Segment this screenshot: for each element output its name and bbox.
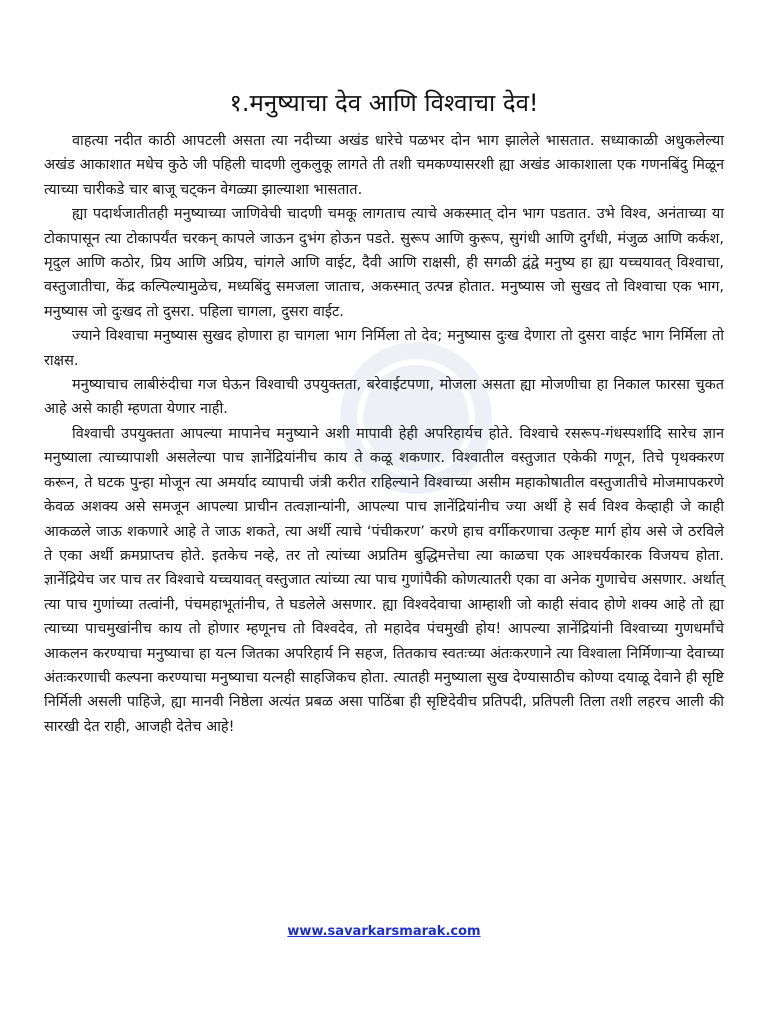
footer bbox=[0, 924, 768, 939]
paragraph: ज्याने विश्वाचा मनुष्यास सुखद होणारा हा चागला भाग निर्मिला तो देव; मनुष्यास दुःख देणारा तो दुसरा वाईट भाग निर्मिला तो राक्षस. bbox=[44, 328, 724, 369]
website-link[interactable]: www.savarkarsmarak.com bbox=[287, 924, 481, 939]
page-title: १.मनुष्याचा देव आणि विश्वाचा देव! bbox=[229, 89, 539, 117]
paragraph: ह्या पदार्थजातीतही मनुष्याच्या जाणिवेची चादणी चमकू लागताच त्याचे अकस्मात् दोन भाग पडतात. उभे विश्व, अनंताच्या या टोकापासून त्या टोकापर्यंत चरकन् कापले जाऊन दुभंग होऊन पडते. सुरूप आणि कुरूप, सुगंधी आणि दुर्गंधी, मंजुळ आणि कर्कश, मृदुल आणि कठोर, प्रिय आणि अप्रिय, चांगले आणि वाईट, दैवी आणि राक्षसी, ही सगळी द्वंद्वे मनुष्य हा ह्या यच्चयावत् विश्वाचा, वस्तुजातीचा, केंद्र कल्पिल्यामुळेच, मध्यबिंदु समजला जाताच, अकस्मात् उत्पन्न होतात. मनुष्यास जो सुखद तो विश्वाचा एक भाग, मनुष्यास जो दुःखद तो दुसरा. पहिला चागला, दुसरा वाईट. bbox=[44, 206, 724, 320]
article-body bbox=[44, 129, 724, 739]
paragraph: मनुष्याचाच लाबीरुंदीचा गज घेऊन विश्वाची उपयुक्तता, बरेवाईटपणा, मोजला असता ह्या मोजणीचा हा निकाल फारसा चुकत आहे असे काही म्हणता येणार नाही. bbox=[44, 377, 724, 418]
paragraph: वाहत्या नदीत काठी आपटली असता त्या नदीच्या अखंड धारेचे पळभर दोन भाग झालेले भासतात. सध्याकाळी अधुकलेल्या अखंड आकाशात मधेच कुठे जी पहिली चादणी लुकलुकू लागते ती तशी चमकण्यासरशी ह्या अखंड आकाशाला एक गणनबिंदु मिळून त्याच्या चारीकडे चार बाजू चट्कन वेगळ्या झाल्याशा भासतात. bbox=[44, 133, 724, 198]
paragraph: विश्वाची उपयुक्तता आपल्या मापानेच मनुष्याने अशी मापावी हेही अपरिहार्यच होते. विश्वाचे रसरूप-गंधस्पर्शादि सारेच ज्ञान मनुष्याला त्याच्यापाशी असलेल्या पाच ज्ञानेंद्रियांनीच काय ते कळू शकणार. विश्वातील वस्तुजात एकेकी गणून, तिचे पृथक्करण करून, ते घटक पुन्हा मोजून त्या अमर्याद व्यापाची जंत्री करीत राहिल्याने विश्वाच्या असीम महाकोषातील वस्तुजातीचे मोजमापकरणे केवळ अशक्य असे समजून आपल्या प्राचीन तत्वज्ञान्यांनी, आपल्या पाच ज्ञानेंद्रियांनीच ज्या अर्थी हे सर्व विश्व केव्हाही जे काही आकळले जाऊ शकणारे आहे ते जाऊ शकते, त्या अर्थी त्याचे ‘पंचीकरण’ करणे हाच वर्गीकरणाचा उत्कृष्ट मार्ग होय असे जे ठरविले ते एका अर्थी क्रमप्राप्तच होते. इतकेच नव्हे, तर तो त्यांच्या अप्रतिम बुद्धिमत्तेचा त्या काळचा एक आश्चर्यकारक विजयच होता. ज्ञानेंद्रियेच जर पाच तर विश्वाचे यच्चयावत् वस्तुजात त्यांच्या त्या पाच गुणांपैकी कोणत्यातरी एका वा अनेक गुणाचेच असणार. अर्थात् त्या पाच गुणांच्या तत्वांनी, पंचमहाभूतांनीच, ते घडलेले असणार. ह्या विश्वदेवाचा आम्हाशी जो काही संवाद होणे शक्य आहे तो ह्या त्याच्या पाचमुखांनीच काय तो होणार म्हणूनच तो विश्वदेव, तो महादेव पंचमुखी होय! आपल्या ज्ञानेंद्रियांनी विश्वाच्या गुणधर्मांचे आकलन करण्याचा मनुष्याचा हा यत्न जितका अपरिहार्य नि सहज, तितकाच स्वतःच्या अंतःकरणाने त्या विश्वाला निर्मिणाऱ्या देवाच्या अंतःकरणाची कल्पना करण्याचा मनुष्याचा यत्नही साहजिकच होता. त्यातही मनुष्याला सुख देण्यासाठीच कोण्या दयाळू देवाने ही सृष्टि निर्मिली असली पाहिजे, ह्या मानवी निष्ठेला अत्यंत प्रबळ असा पाठिंबा ही सृष्टिदेवीच प्रतिपदी, प्रतिपली तिला तशी लहरच आली की सारखी देत राही, आजही देतेच आहे! bbox=[44, 425, 724, 735]
